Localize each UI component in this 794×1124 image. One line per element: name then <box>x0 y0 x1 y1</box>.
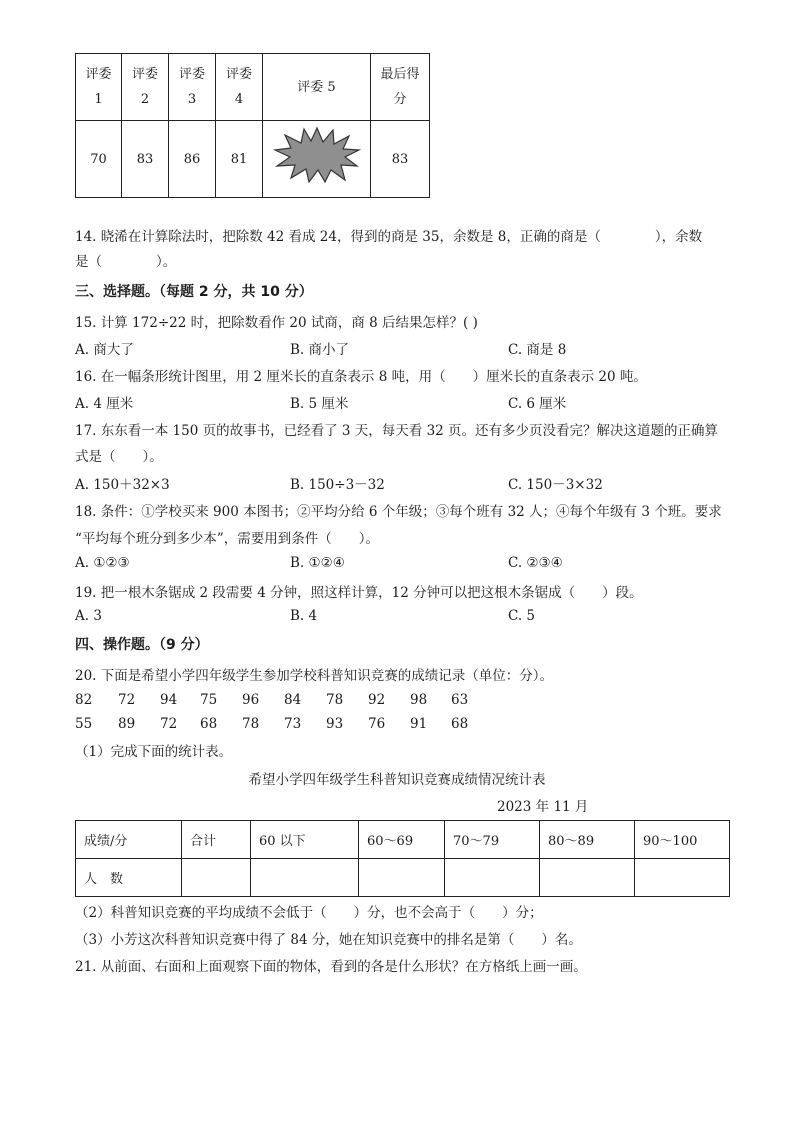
stat-cell-below60[interactable] <box>251 859 359 897</box>
q18-option-b: B. ①②④ <box>290 555 345 571</box>
q17-line1: 17. 东东看一本 150 页的故事书，已经看了 3 天，每天看 32 页。还有多少页没看完？解决这道题的正确算 <box>75 423 719 439</box>
score-value: 73 <box>284 716 302 732</box>
q14-line2: 是（ ）。 <box>75 254 177 270</box>
stat-header-80-89: 80～89 <box>540 821 635 859</box>
q17-option-c: C. 150－3×32 <box>508 477 603 493</box>
stat-cell-total[interactable] <box>182 859 251 897</box>
q18-line2: “平均每个班分到多少本”，需要用到条件（ ）。 <box>75 531 380 547</box>
final-score-header: 最后得 分 <box>371 54 430 121</box>
stat-cell-80-89[interactable] <box>540 859 635 897</box>
q21-text: 21. 从前面、右面和上面观察下面的物体，看到的各是什么形状？在方格纸上画一画。 <box>75 959 587 975</box>
score-value: 96 <box>242 692 260 708</box>
stat-header-score: 成绩/分 <box>76 821 182 859</box>
score-value: 68 <box>451 716 469 732</box>
judge-header-2: 评委 2 <box>122 54 169 121</box>
q16-option-a: A. 4 厘米 <box>75 396 134 412</box>
q16-option-c: C. 6 厘米 <box>508 396 567 412</box>
q17-line2: 式是（ ）。 <box>75 449 163 465</box>
score-value: 93 <box>326 716 344 732</box>
score-value: 72 <box>160 716 178 732</box>
q19-text: 19. 把一根木条锯成 2 段需要 4 分钟，照这样计算，12 分钟可以把这根木条锯成（ ）段。 <box>75 585 643 601</box>
q19-option-a: A. 3 <box>75 608 102 624</box>
score-value: 75 <box>200 692 218 708</box>
q20-text: 20. 下面是希望小学四年级学生参加学校科普知识竞赛的成绩记录（单位：分）。 <box>75 668 554 684</box>
score-value: 78 <box>326 692 344 708</box>
stat-header-90-100: 90～100 <box>635 821 730 859</box>
q20-sub3: （3）小芳这次科普知识竞赛中得了 84 分，她在知识竞赛中的排名是第（ ）名。 <box>75 932 582 948</box>
score-value: 94 <box>160 692 178 708</box>
stat-row-label: 人 数 <box>76 859 182 897</box>
q14-line1: 14. 晓浠在计算除法时，把除数 42 看成 24，得到的商是 35，余数是 8，正确的商是（ ），余数 <box>75 229 703 245</box>
stat-table-title: 希望小学四年级学生科普知识竞赛成绩情况统计表 <box>248 772 546 788</box>
judge-score-2: 83 <box>122 121 169 198</box>
q16-option-b: B. 5 厘米 <box>290 396 349 412</box>
judge-score-4: 81 <box>216 121 263 198</box>
q17-option-a: A. 150＋32×3 <box>75 477 170 493</box>
judge-score-3: 86 <box>169 121 216 198</box>
final-score: 83 <box>371 121 430 198</box>
q15-text: 15. 计算 172÷22 时，把除数看作 20 试商，商 8 后结果怎样？( ) <box>75 315 478 331</box>
score-value: 84 <box>284 692 302 708</box>
stat-header-below60: 60 以下 <box>251 821 359 859</box>
score-value: 89 <box>118 716 136 732</box>
section3-title: 三、选择题。（每题 2 分，共 10 分） <box>75 284 313 300</box>
judge-header-5: 评委 5 <box>263 54 371 121</box>
q15-option-a: A. 商大了 <box>75 342 134 358</box>
q18-option-c: C. ②③④ <box>508 555 563 571</box>
ink-splat-icon <box>271 124 363 186</box>
judge-score-table <box>75 53 430 198</box>
hidden-score-splat <box>263 121 371 198</box>
q17-option-b: B. 150÷3－32 <box>290 477 385 493</box>
stat-cell-60-69[interactable] <box>359 859 445 897</box>
score-value: 63 <box>451 692 469 708</box>
score-value: 78 <box>242 716 260 732</box>
q20-sub1: （1）完成下面的统计表。 <box>75 744 233 760</box>
q20-sub2: （2）科普知识竞赛的平均成绩不会低于（ ）分，也不会高于（ ）分； <box>75 905 543 921</box>
score-value: 72 <box>118 692 136 708</box>
score-value: 76 <box>368 716 386 732</box>
stat-header-total: 合计 <box>182 821 251 859</box>
judge-score-1: 70 <box>76 121 122 198</box>
q19-option-b: B. 4 <box>290 608 318 624</box>
section4-title: 四、操作题。（9 分） <box>75 637 209 653</box>
score-value: 98 <box>410 692 428 708</box>
stat-cell-90-100[interactable] <box>635 859 730 897</box>
judge-header-4: 评委 4 <box>216 54 263 121</box>
stat-header-70-79: 70～79 <box>445 821 540 859</box>
score-value: 68 <box>200 716 218 732</box>
stat-table-date: 2023 年 11 月 <box>497 799 589 815</box>
judge-header-3: 评委 3 <box>169 54 216 121</box>
score-value: 91 <box>410 716 428 732</box>
q16-text: 16. 在一幅条形统计图里，用 2 厘米长的直条表示 8 吨，用（ ）厘米长的直条表示 20 吨。 <box>75 369 647 385</box>
stat-header-60-69: 60～69 <box>359 821 445 859</box>
q18-option-a: A. ①②③ <box>75 555 130 571</box>
score-value: 55 <box>75 716 93 732</box>
score-stat-table <box>75 820 730 897</box>
q18-line1: 18. 条件：①学校买来 900 本图书；②平均分给 6 个年级；③每个班有 32 人；④每个年级有 3 个班。要求 <box>75 504 722 520</box>
judge-header-1: 评委 1 <box>76 54 122 121</box>
score-value: 92 <box>368 692 386 708</box>
q15-option-c: C. 商是 8 <box>508 342 567 358</box>
q15-option-b: B. 商小了 <box>290 342 350 358</box>
q19-option-c: C. 5 <box>508 608 536 624</box>
score-value: 82 <box>75 692 93 708</box>
stat-cell-70-79[interactable] <box>445 859 540 897</box>
